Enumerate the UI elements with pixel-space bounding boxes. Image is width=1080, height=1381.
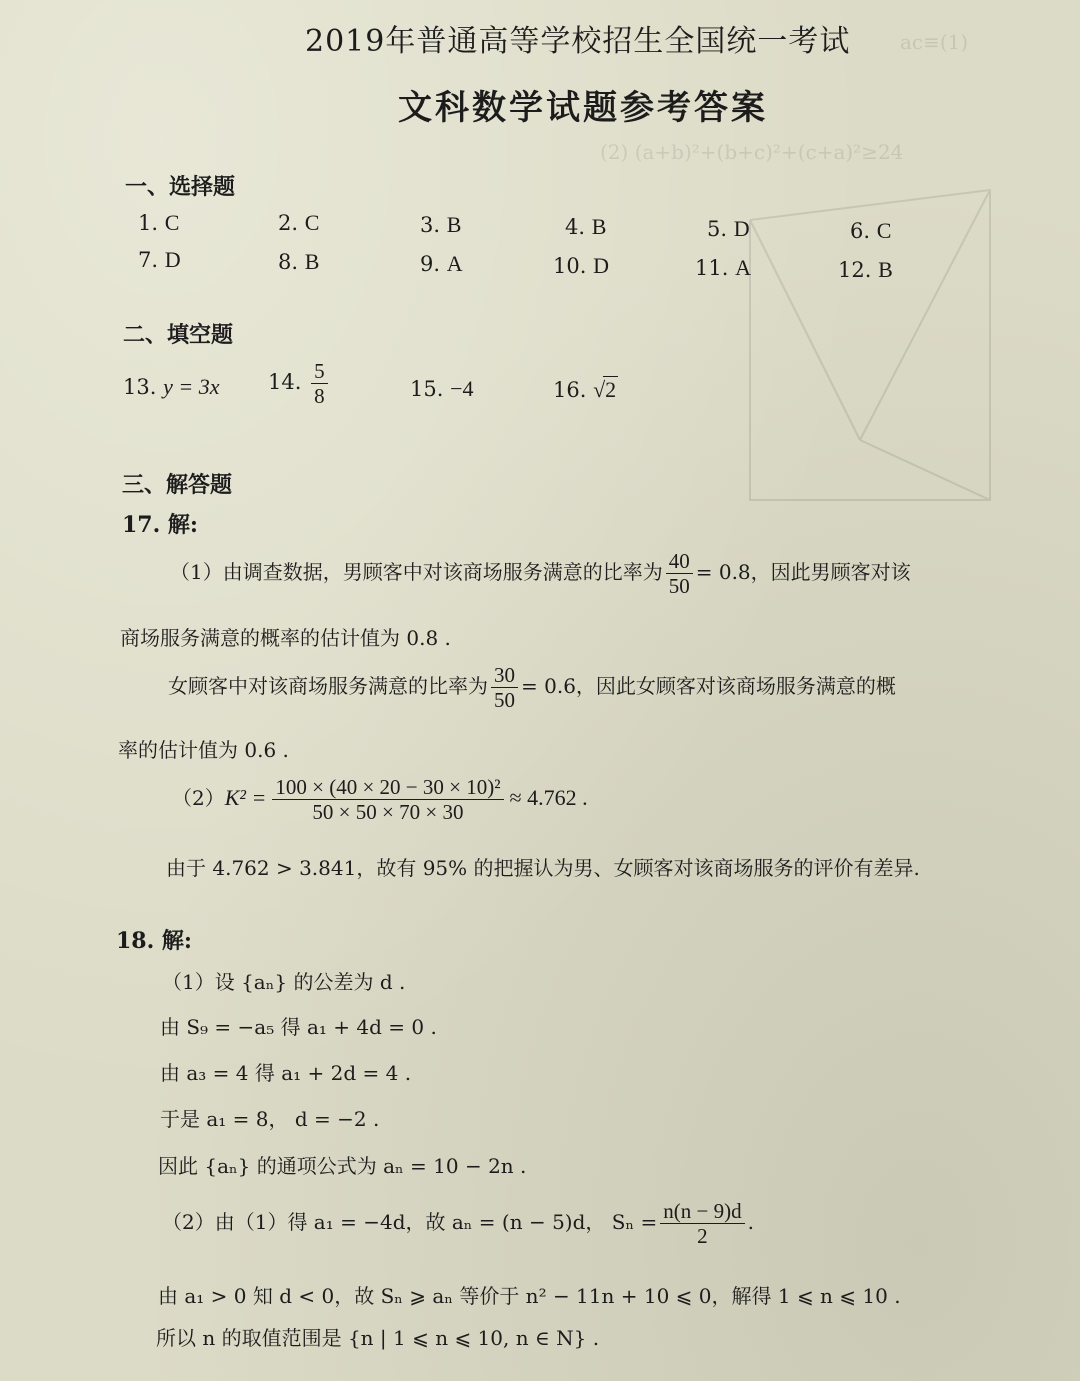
q18-line: （1）设 {aₙ} 的公差为 d .: [162, 970, 406, 994]
choice-answer-item: 2. C: [278, 210, 320, 235]
choice-answer-item: 8. B: [278, 249, 320, 274]
choice-answer-item: 6. C: [850, 218, 892, 243]
fraction: $\frac{5}{8}$: [311, 360, 328, 407]
section-heading-solve: 三、解答题: [122, 472, 233, 498]
fraction: $\frac{n(n - 9)d}{2}$: [660, 1200, 744, 1247]
q18-line: 所以 n 的取值范围是 {n | 1 ⩽ n ⩽ 10, n ∈ N} .: [156, 1326, 600, 1350]
q17-label: 17. 解:: [122, 512, 199, 538]
q18-line: 由 a₃ = 4 得 a₁ + 2d = 4 .: [160, 1061, 412, 1085]
sqrt-symbol: √: [593, 377, 606, 402]
fill-answer-15: 15. −4: [410, 376, 474, 401]
fraction: $\frac{40}{50}$: [666, 550, 693, 597]
choice-answer-item: 1. C: [138, 210, 180, 235]
choice-answer-item: 3. B: [420, 212, 462, 237]
choice-answer-item: 12. B: [838, 257, 893, 282]
q18-line: 因此 {aₙ} 的通项公式为 aₙ = 10 − 2n .: [158, 1154, 527, 1178]
q17-part2-cont: 率的估计值为 0.6 .: [118, 738, 289, 762]
q18-label: 18. 解:: [116, 928, 193, 954]
q17-part1-cont: 商场服务满意的概率的估计值为 0.8 .: [120, 626, 451, 650]
choice-answer-item: 7. D: [138, 247, 181, 272]
fraction: $\frac{30}{50}$: [491, 664, 518, 711]
q18-line: 由 a₁ > 0 知 d < 0，故 Sₙ ⩾ aₙ 等价于 n² − 11n + 10 ⩽ 0，解得 1 ⩽ n ⩽ 10 .: [158, 1284, 901, 1308]
choice-answer-item: 5. D: [707, 216, 750, 241]
choice-answer-item: 9. A: [420, 251, 463, 276]
bleed-through-text: ac≡(1): [900, 30, 969, 54]
fraction: $\frac{\text{100 × (40 × 20 − 30 × 10)²}}{50 \times 50 \times 70 \times 30}$: [272, 776, 503, 823]
q17-part2-line: 女顾客中对该商场服务满意的比率为 $\frac{30}{50}$ = 0.6，因此女顾客对该商场服务满意的概: [168, 663, 896, 713]
bleed-through-text: (2) (a+b)²+(b+c)²+(c+a)²≥24: [600, 140, 904, 164]
q18-part2-line: （2）由（1）得 a₁ = −4d，故 aₙ = (n − 5)d， Sₙ = $\frac{n(n - 9)d}{2}$ .: [162, 1199, 754, 1249]
fill-answer-13: 13. y = 3x: [123, 374, 220, 399]
fill-answer-14: 14. $\frac{5}{8}$: [268, 360, 331, 407]
choice-answer-item: 4. B: [565, 214, 607, 239]
choice-answer-item: 11. A: [695, 255, 751, 280]
section-heading-choice: 一、选择题: [125, 174, 236, 200]
page-subtitle: 文科数学试题参考答案: [398, 88, 768, 128]
q17-chi-square-formula: （2）K² = $\frac{\text{100 × (40 × 20 − 30 × 10)²}}{50 \times 50 \times 70 \times 30}$ ≈ 4.762 .: [172, 775, 588, 825]
fill-answer-16: 16. √2: [553, 377, 617, 402]
page-title: 2019年普通高等学校招生全国统一考试: [305, 24, 851, 59]
section-heading-fill: 二、填空题: [123, 322, 234, 348]
q18-line: 由 S₉ = −a₅ 得 a₁ + 4d = 0 .: [160, 1015, 437, 1039]
choice-answer-item: 10. D: [553, 253, 609, 278]
q17-conclusion: 由于 4.762 > 3.841，故有 95% 的把握认为男、女顾客对该商场服务的评价有差异.: [166, 856, 920, 880]
q18-line: 于是 a₁ = 8， d = −2 .: [160, 1107, 380, 1131]
q17-part1-line: （1）由调查数据，男顾客中对该商场服务满意的比率为 $\frac{40}{50}$ = 0.8，因此男顾客对该: [170, 549, 911, 599]
